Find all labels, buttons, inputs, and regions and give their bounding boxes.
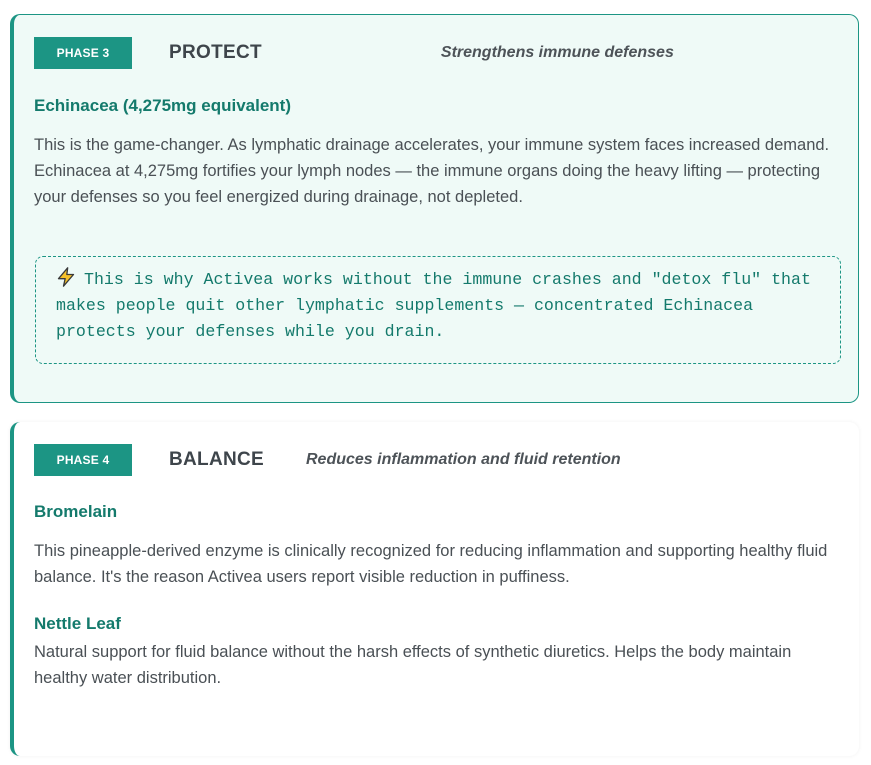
phase-3-card (10, 14, 859, 403)
phase-4-header (34, 444, 839, 476)
phase-4-card (10, 422, 859, 756)
ingredient-description-bromelain: This pineapple-derived enzyme is clinically recognized for reducing inflammation and supporting healthy fluid balance. It's the reason Activea users report visible reduction in puffiness. (34, 542, 828, 586)
phase-3-badge: PHASE 3 (34, 37, 132, 69)
ingredient-description-nettle-leaf: Natural support for fluid balance without the harsh effects of synthetic diuretics. Helps the body maintain healthy water distribution. (34, 643, 792, 687)
phase-3-title: PROTECT (169, 42, 262, 63)
phase-4-subtitle: Reduces inflammation and fluid retention (306, 451, 621, 468)
lightning-bolt-icon (56, 267, 76, 287)
ingredient-name-bromelain: Bromelain (34, 502, 118, 521)
callout-text: This is why Activea works without the immune crashes and "detox flu" that makes people quit other lymphatic supplements — concentrated Echinacea protects your defenses while you drain. (56, 270, 811, 341)
ingredient-name-nettle-leaf: Nettle Leaf (34, 614, 121, 633)
phase-3-header (34, 37, 838, 69)
callout-box (35, 256, 841, 364)
phase-4-title: BALANCE (169, 449, 264, 470)
phase-4-badge: PHASE 4 (34, 444, 132, 476)
ingredient-name-echinacea: Echinacea (4,275mg equivalent) (34, 96, 291, 115)
ingredient-description-echinacea: This is the game-changer. As lymphatic drainage accelerates, your immune system faces increased demand. Echinacea at 4,275mg fortifies your lymph nodes — the immune organs doing the heavy lifting — protecting your defenses so you feel energized during drainage, not depleted. (34, 136, 830, 206)
phase-3-subtitle: Strengthens immune defenses (440, 44, 674, 61)
